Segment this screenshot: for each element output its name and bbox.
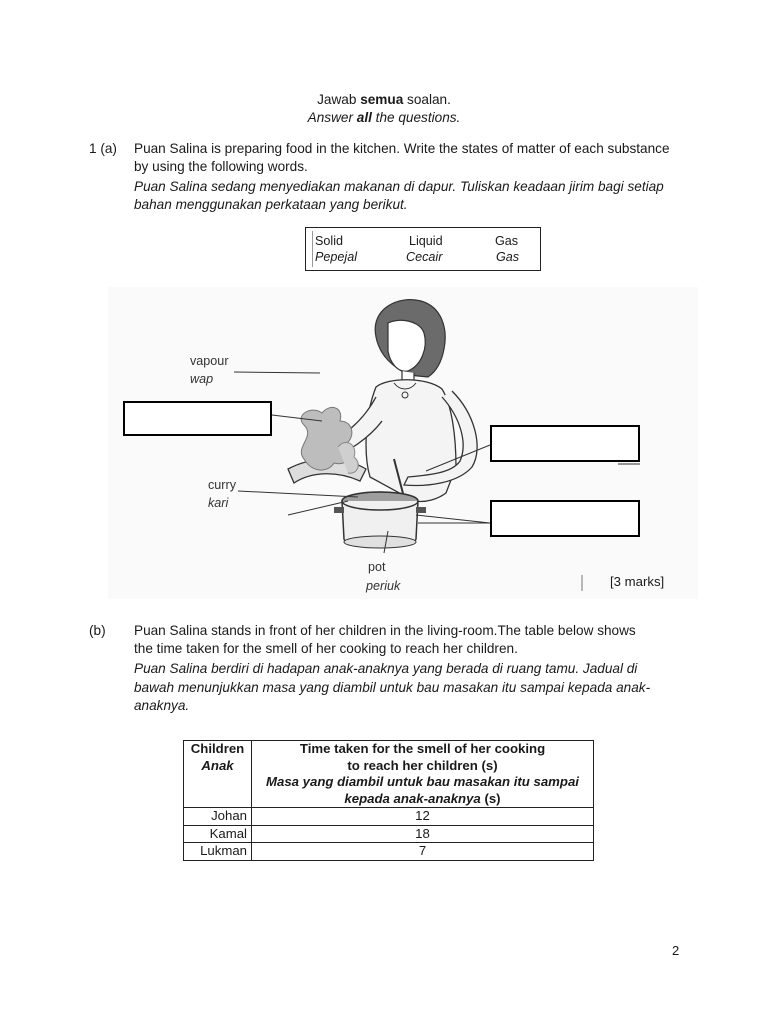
label-vapour: vapour (190, 354, 229, 368)
marks-label: [3 marks] (610, 574, 665, 589)
header-children: Children Anak (184, 741, 252, 808)
label-pot: pot (368, 560, 386, 574)
word-gas: Gas (495, 234, 519, 248)
label-kari: kari (208, 496, 229, 510)
pot-base (344, 536, 416, 548)
instruction-malay: Jawab semua soalan. (317, 92, 451, 107)
word-liquid: Liquid (409, 234, 443, 248)
word-solid: Solid (315, 234, 344, 248)
pot-handle-left (334, 507, 344, 513)
q1a-malay-line-1: Puan Salina sedang menyediakan makanan di dapur. Tuliskan keadaan jirim bagi setiap (134, 179, 664, 194)
table-row (184, 843, 594, 861)
question-number-1b: (b) (89, 623, 106, 638)
answer-box-vapour[interactable] (123, 401, 272, 436)
table-row (184, 825, 594, 843)
word-box (305, 227, 541, 271)
label-curry: curry (208, 478, 236, 492)
word-box-inner-rule (312, 231, 313, 267)
q1b-malay-line-3: anaknya. (134, 698, 190, 713)
time-value: 7 (252, 843, 594, 861)
q1a-english-line-1: Puan Salina is preparing food in the kitchen. Write the states of matter of each substance (134, 141, 670, 156)
time-value: 12 (252, 808, 594, 826)
instruction-english: Answer all the questions. (307, 110, 461, 125)
table-header-row (184, 741, 594, 808)
page-number: 2 (672, 943, 680, 958)
q1b-english-line-2: the time taken for the smell of her cooking to reach her children. (134, 641, 518, 656)
instructions (0, 91, 768, 127)
child-name: Lukman (184, 843, 252, 861)
time-value: 18 (252, 825, 594, 843)
answer-box-spoon[interactable] (490, 425, 640, 462)
word-gas-malay: Gas (496, 250, 520, 264)
q1b-malay-line-1: Puan Salina berdiri di hadapan anak-anaknya yang berada di ruang tamu. Jadual di (134, 661, 638, 676)
answer-box-pot[interactable] (490, 500, 640, 537)
question-number-1a: 1 (a) (89, 141, 117, 156)
smell-time-table (183, 740, 594, 861)
q1a-english-line-2: by using the following words. (134, 159, 308, 174)
label-periuk: periuk (366, 579, 401, 593)
table-row (184, 808, 594, 826)
pot-handle-right (416, 507, 426, 513)
cooking-figure (108, 287, 698, 599)
q1b-english-line-1: Puan Salina stands in front of her children in the living-room.The table below shows (134, 623, 636, 638)
label-wap: wap (190, 372, 214, 386)
word-pepejal: Pepejal (315, 250, 358, 264)
child-name: Kamal (184, 825, 252, 843)
q1a-malay-line-2: bahan menggunakan perkataan yang berikut. (134, 197, 408, 212)
child-name: Johan (184, 808, 252, 826)
q1b-malay-line-2: bawah menunjukkan masa yang diambil untuk bau masakan itu sampai kepada anak- (134, 680, 651, 695)
header-time-taken: Time taken for the smell of her cooking to reach her children (s) Masa yang diambil untuk bau masakan itu sampai kepada anak-anaknya (s) (252, 741, 594, 808)
word-cecair: Cecair (406, 250, 443, 264)
